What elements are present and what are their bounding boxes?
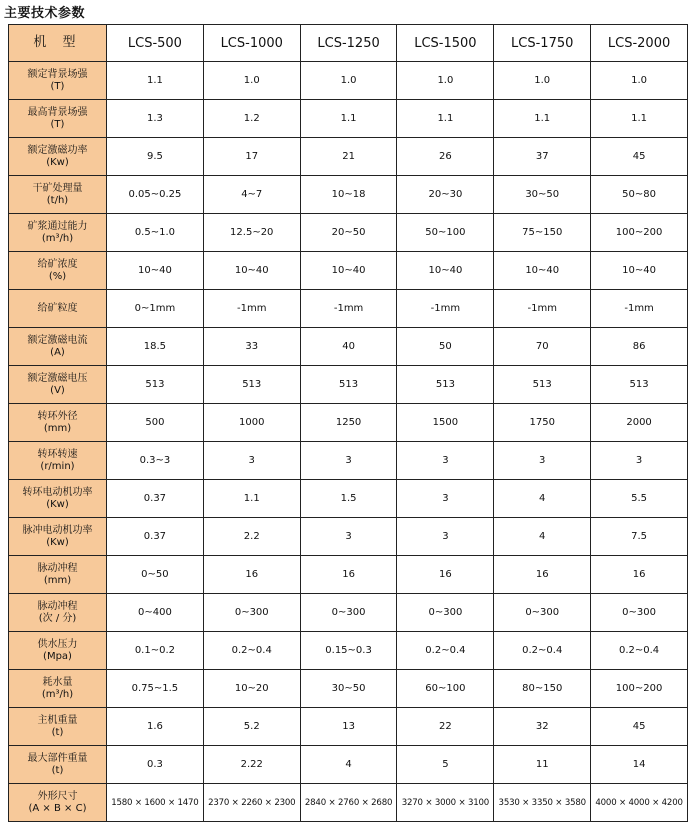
parameter-name: 转环电动机功率 — [22, 486, 93, 498]
table-cell: 2.22 — [203, 746, 300, 784]
table-cell: 1.1 — [107, 62, 204, 100]
table-cell: 2840 × 2760 × 2680 — [300, 784, 397, 822]
parameter-label — [9, 252, 107, 290]
table-row — [9, 556, 688, 594]
table-row — [9, 328, 688, 366]
spec-table — [8, 24, 688, 822]
table-cell: 1.1 — [203, 480, 300, 518]
table-cell: 26 — [397, 138, 494, 176]
table-cell: 60~100 — [397, 670, 494, 708]
table-cell: 3270 × 3000 × 3100 — [397, 784, 494, 822]
table-row — [9, 138, 688, 176]
table-cell: 2370 × 2260 × 2300 — [203, 784, 300, 822]
parameter-label — [9, 708, 107, 746]
table-cell: 1750 — [494, 404, 591, 442]
table-cell: 32 — [494, 708, 591, 746]
table-cell: 10~40 — [203, 252, 300, 290]
table-cell: 0~400 — [107, 594, 204, 632]
header-row — [9, 25, 688, 62]
table-cell: 3 — [397, 442, 494, 480]
table-cell: 40 — [300, 328, 397, 366]
parameter-label — [9, 138, 107, 176]
spec-table-body — [9, 62, 688, 822]
parameter-name: 最大部件重量 — [27, 752, 88, 764]
parameter-name: 额定背景场强 — [27, 68, 88, 80]
parameter-name: 外形尺寸 — [37, 790, 78, 802]
table-cell: -1mm — [397, 290, 494, 328]
table-cell: 1250 — [300, 404, 397, 442]
table-cell: 0.2~0.4 — [591, 632, 688, 670]
parameter-unit: (t/h) — [46, 194, 69, 206]
table-row — [9, 632, 688, 670]
table-cell: 0.2~0.4 — [203, 632, 300, 670]
table-cell: 2000 — [591, 404, 688, 442]
parameter-unit: (A × B × C) — [28, 802, 87, 814]
table-cell: -1mm — [203, 290, 300, 328]
parameter-label — [9, 632, 107, 670]
parameter-unit: (次 / 分) — [38, 612, 77, 624]
parameter-name: 供水压力 — [37, 638, 78, 650]
table-cell: 45 — [591, 708, 688, 746]
table-cell: 22 — [397, 708, 494, 746]
table-cell: 1.5 — [300, 480, 397, 518]
table-cell: 10~40 — [591, 252, 688, 290]
table-cell: 0.05~0.25 — [107, 176, 204, 214]
table-cell: 5 — [397, 746, 494, 784]
table-cell: 5.5 — [591, 480, 688, 518]
table-cell: 3 — [397, 480, 494, 518]
parameter-name: 给矿粒度 — [37, 302, 78, 314]
parameter-label — [9, 100, 107, 138]
parameter-name: 额定激磁电流 — [27, 334, 88, 346]
parameter-name: 最高背景场强 — [27, 106, 88, 118]
table-cell: 1.0 — [591, 62, 688, 100]
table-cell: 0~300 — [300, 594, 397, 632]
table-cell: 0~300 — [397, 594, 494, 632]
table-row — [9, 708, 688, 746]
model-header-label: 机 型 — [9, 25, 107, 62]
table-cell: 2.2 — [203, 518, 300, 556]
table-cell: 100~200 — [591, 670, 688, 708]
table-cell: 0~300 — [203, 594, 300, 632]
parameter-unit: (m³/h) — [41, 232, 74, 244]
table-cell: 0.3 — [107, 746, 204, 784]
table-cell: 20~50 — [300, 214, 397, 252]
table-cell: 12.5~20 — [203, 214, 300, 252]
parameter-label — [9, 518, 107, 556]
parameter-label — [9, 176, 107, 214]
parameter-label — [9, 480, 107, 518]
parameter-unit: (V) — [50, 384, 65, 396]
table-cell: 1.1 — [397, 100, 494, 138]
table-row — [9, 746, 688, 784]
table-cell: 0~300 — [494, 594, 591, 632]
table-cell: 1.1 — [591, 100, 688, 138]
table-cell: 4000 × 4000 × 4200 — [591, 784, 688, 822]
table-cell: 1.1 — [300, 100, 397, 138]
table-cell: 80~150 — [494, 670, 591, 708]
table-cell: 100~200 — [591, 214, 688, 252]
table-cell: 1500 — [397, 404, 494, 442]
table-cell: 1000 — [203, 404, 300, 442]
table-cell: 18.5 — [107, 328, 204, 366]
parameter-name: 给矿浓度 — [37, 258, 78, 270]
parameter-unit: (Kw) — [46, 498, 69, 510]
table-cell: 3 — [300, 518, 397, 556]
table-cell: 50 — [397, 328, 494, 366]
model-header: LCS-2000 — [591, 25, 688, 62]
table-cell: 9.5 — [107, 138, 204, 176]
table-cell: 3 — [300, 442, 397, 480]
table-cell: 4 — [494, 480, 591, 518]
parameter-unit: (t) — [51, 726, 64, 738]
table-row — [9, 594, 688, 632]
table-row — [9, 404, 688, 442]
table-cell: 11 — [494, 746, 591, 784]
table-cell: 3 — [494, 442, 591, 480]
table-cell: 21 — [300, 138, 397, 176]
table-cell: -1mm — [591, 290, 688, 328]
parameter-name: 转环转速 — [37, 448, 78, 460]
parameter-name: 主机重量 — [37, 714, 78, 726]
table-cell: 16 — [300, 556, 397, 594]
table-cell: 20~30 — [397, 176, 494, 214]
parameter-label — [9, 366, 107, 404]
table-cell: 513 — [397, 366, 494, 404]
table-row — [9, 480, 688, 518]
table-cell: 3530 × 3350 × 3580 — [494, 784, 591, 822]
table-cell: 3 — [591, 442, 688, 480]
table-cell: 0~1mm — [107, 290, 204, 328]
parameter-label — [9, 746, 107, 784]
table-cell: 16 — [494, 556, 591, 594]
table-cell: 0.15~0.3 — [300, 632, 397, 670]
table-cell: -1mm — [494, 290, 591, 328]
table-cell: 1.6 — [107, 708, 204, 746]
table-cell: 37 — [494, 138, 591, 176]
parameter-unit: (T) — [50, 80, 65, 92]
parameter-label — [9, 556, 107, 594]
table-cell: 30~50 — [494, 176, 591, 214]
model-header: LCS-1000 — [203, 25, 300, 62]
table-cell: 513 — [203, 366, 300, 404]
table-cell: 7.5 — [591, 518, 688, 556]
table-cell: 10~40 — [107, 252, 204, 290]
parameter-name: 脉动冲程 — [37, 562, 78, 574]
parameter-unit: (m³/h) — [41, 688, 74, 700]
parameter-unit: (A) — [50, 346, 65, 358]
table-cell: 0~50 — [107, 556, 204, 594]
table-row — [9, 784, 688, 822]
model-header: LCS-1250 — [300, 25, 397, 62]
parameter-unit: (mm) — [43, 422, 72, 434]
table-cell: 0.2~0.4 — [397, 632, 494, 670]
table-cell: 75~150 — [494, 214, 591, 252]
table-cell: 10~18 — [300, 176, 397, 214]
table-row — [9, 366, 688, 404]
parameter-name: 耗水量 — [42, 676, 73, 688]
parameter-label — [9, 784, 107, 822]
table-cell: 10~40 — [494, 252, 591, 290]
model-header: LCS-1500 — [397, 25, 494, 62]
table-cell: 4 — [300, 746, 397, 784]
table-cell: 1.0 — [203, 62, 300, 100]
table-cell: 0.37 — [107, 480, 204, 518]
table-cell: 10~40 — [397, 252, 494, 290]
parameter-unit: (Mpa) — [43, 650, 72, 662]
table-cell: 0.37 — [107, 518, 204, 556]
table-cell: 50~100 — [397, 214, 494, 252]
table-cell: 13 — [300, 708, 397, 746]
parameter-unit: (T) — [50, 118, 65, 130]
parameter-name: 转环外径 — [37, 410, 78, 422]
table-cell: 10~20 — [203, 670, 300, 708]
parameter-label — [9, 214, 107, 252]
parameter-name: 额定激磁功率 — [27, 144, 88, 156]
table-cell: 0.5~1.0 — [107, 214, 204, 252]
table-row — [9, 214, 688, 252]
parameter-unit: (t) — [51, 764, 64, 776]
table-row — [9, 290, 688, 328]
parameter-unit: (%) — [48, 270, 67, 282]
table-row — [9, 670, 688, 708]
parameter-unit: (mm) — [43, 574, 72, 586]
table-cell: 70 — [494, 328, 591, 366]
table-cell: 3 — [203, 442, 300, 480]
parameter-unit: (r/min) — [40, 460, 75, 472]
model-header: LCS-500 — [107, 25, 204, 62]
table-cell: 4~7 — [203, 176, 300, 214]
table-cell: 1.2 — [203, 100, 300, 138]
parameter-label — [9, 594, 107, 632]
parameter-label — [9, 404, 107, 442]
table-cell: 1580 × 1600 × 1470 — [107, 784, 204, 822]
parameter-label — [9, 328, 107, 366]
table-cell: 50~80 — [591, 176, 688, 214]
table-row — [9, 100, 688, 138]
table-cell: 45 — [591, 138, 688, 176]
table-row — [9, 442, 688, 480]
table-cell: 30~50 — [300, 670, 397, 708]
table-cell: 16 — [203, 556, 300, 594]
parameter-label — [9, 442, 107, 480]
table-cell: 500 — [107, 404, 204, 442]
table-cell: 0~300 — [591, 594, 688, 632]
table-row — [9, 176, 688, 214]
parameter-name: 脉动冲程 — [37, 600, 78, 612]
table-cell: 10~40 — [300, 252, 397, 290]
parameter-label — [9, 290, 107, 328]
table-cell: 1.0 — [494, 62, 591, 100]
table-cell: 14 — [591, 746, 688, 784]
parameter-unit: (Kw) — [46, 156, 69, 168]
table-cell: 1.0 — [397, 62, 494, 100]
table-row — [9, 252, 688, 290]
parameter-name: 额定激磁电压 — [27, 372, 88, 384]
model-header: LCS-1750 — [494, 25, 591, 62]
parameter-label — [9, 62, 107, 100]
table-row — [9, 62, 688, 100]
table-cell: 1.0 — [300, 62, 397, 100]
table-cell: 16 — [591, 556, 688, 594]
table-cell: 0.3~3 — [107, 442, 204, 480]
parameter-label — [9, 670, 107, 708]
page-title: 主要技术参数 — [4, 6, 86, 21]
table-cell: 3 — [397, 518, 494, 556]
table-cell: 513 — [107, 366, 204, 404]
table-cell: 513 — [494, 366, 591, 404]
table-cell: 513 — [591, 366, 688, 404]
table-cell: 17 — [203, 138, 300, 176]
parameter-name: 脉冲电动机功率 — [22, 524, 93, 536]
table-cell: 86 — [591, 328, 688, 366]
table-cell: 0.75~1.5 — [107, 670, 204, 708]
table-cell: 513 — [300, 366, 397, 404]
parameter-name: 干矿处理量 — [32, 182, 83, 194]
table-cell: 1.3 — [107, 100, 204, 138]
table-cell: 5.2 — [203, 708, 300, 746]
table-cell: 4 — [494, 518, 591, 556]
table-cell: 33 — [203, 328, 300, 366]
table-cell: 16 — [397, 556, 494, 594]
table-cell: 1.1 — [494, 100, 591, 138]
table-row — [9, 518, 688, 556]
parameter-unit: (Kw) — [46, 536, 69, 548]
table-cell: 0.1~0.2 — [107, 632, 204, 670]
table-cell: 0.2~0.4 — [494, 632, 591, 670]
parameter-name: 矿浆通过能力 — [27, 220, 88, 232]
table-cell: -1mm — [300, 290, 397, 328]
